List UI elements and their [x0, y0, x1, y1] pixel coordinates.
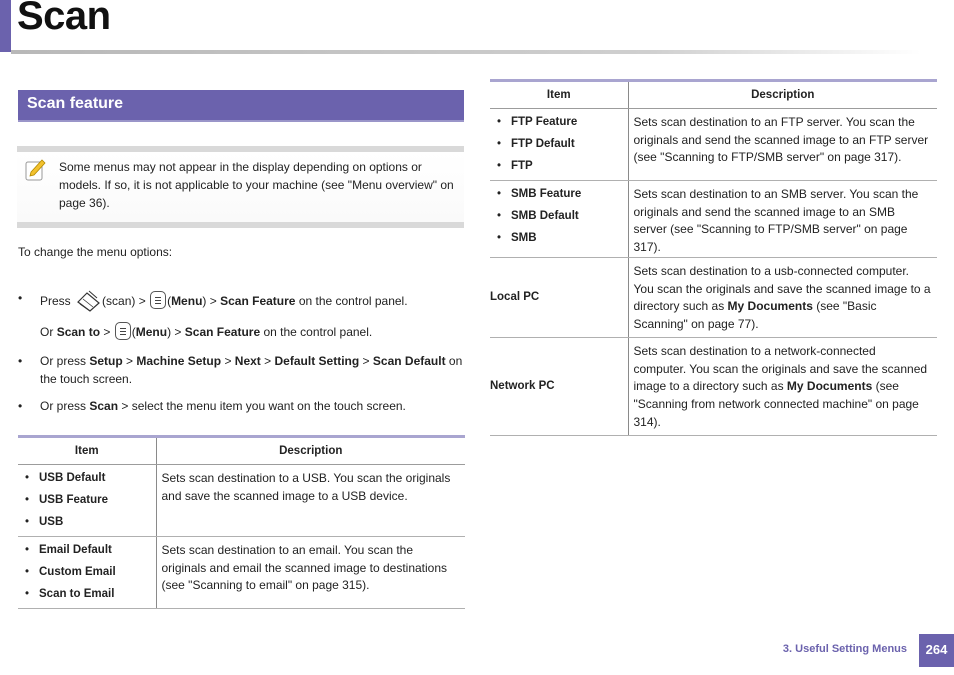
step-2-gt: > [224, 354, 232, 368]
step-2-gt: > [362, 354, 370, 368]
list-item: • SMB Feature [497, 188, 582, 200]
step-2-tail: on the touch screen. [40, 354, 463, 386]
step-1b-menu: Menu [135, 325, 168, 339]
list-item: • USB [25, 516, 64, 528]
step-2-scan-default: Scan Default [372, 354, 446, 368]
step-1-press: Press [40, 294, 71, 308]
list-item: • SMB Default [497, 210, 579, 222]
list-item: • USB Default [25, 472, 106, 484]
list-item: • USB Feature [25, 494, 109, 506]
step-3-or-press: Or press [40, 399, 87, 413]
table-header [490, 81, 937, 109]
step-1-scan: (scan) > [102, 294, 146, 308]
step-1-paren: ( [167, 294, 172, 308]
step-1b-tail: on the control panel. [263, 325, 373, 339]
row-description: Sets scan destination to an FTP server. You scan the originals and send the scanned image to an FTP server (see "Scanning to FTP/SMB server" on page 317). [633, 115, 929, 165]
step-2-machine-setup: Machine Setup [136, 354, 222, 368]
col-header-item: Item [18, 437, 156, 465]
row-description: Sets scan destination to a network-connected computer. You scan the originals and save the scanned image to a directory such as My Documents (see "Scanning from network connected machine" on page 314). [633, 343, 928, 429]
menu-icon [115, 322, 131, 340]
step-2-or-press: Or press [40, 354, 87, 368]
row-description: Sets scan destination to a USB. You scan the originals and save the scanned image to a USB device. [161, 471, 451, 503]
col-header-description: Description [628, 81, 937, 109]
table-row [18, 465, 465, 537]
step-3-scan: Scan [89, 399, 119, 413]
step-2-default-setting: Default Setting [274, 354, 360, 368]
step-1-tail: on the control panel. [298, 294, 408, 308]
step-1b [40, 322, 372, 341]
list-item: • SMB [497, 232, 537, 244]
step-1-scan-feature: Scan Feature [220, 294, 296, 308]
step-1b-gt: > [103, 325, 111, 339]
col-header-item: Item [490, 81, 628, 109]
title-rule [11, 50, 921, 54]
note-box [17, 146, 464, 228]
table-header [18, 437, 465, 465]
note-pencil-icon [25, 158, 47, 182]
step-1b-paren: ( [131, 325, 136, 339]
table-row [490, 109, 937, 181]
step-3-tail: > select the menu item you want on the touch screen. [121, 399, 406, 413]
table-row [18, 537, 465, 609]
page-title: Scan [17, 0, 111, 38]
list-item: • Custom Email [25, 566, 116, 578]
scan-icon [75, 289, 101, 313]
step-2-gt: > [264, 354, 272, 368]
step-1-close: ) > [202, 294, 217, 308]
step-1b-close: ) > [167, 325, 182, 339]
accent-bar [0, 0, 11, 52]
page-number: 264 [919, 634, 954, 667]
row-description: Sets scan destination to a usb-connected computer. You scan the originals and save the scanned image to a directory such as My Documents (see "Basic Scanning" on page 77). [633, 263, 931, 331]
step-1b-scan-feature: Scan Feature [184, 325, 261, 339]
section-header: Scan feature [18, 90, 464, 122]
intro-text: To change the menu options: [18, 245, 173, 259]
table-row [490, 181, 937, 258]
step-1-menu: Menu [171, 294, 203, 308]
table-row [490, 257, 937, 337]
list-item: • FTP Default [497, 138, 575, 150]
step-1b-scan-to: Scan to [56, 325, 101, 339]
row-description: Sets scan destination to an email. You scan the originals and email the scanned image to destinations (see "Scanning to email" on page 315). [161, 543, 448, 593]
table-left [18, 435, 465, 609]
step-2-setup: Setup [89, 354, 123, 368]
table-right [490, 79, 937, 436]
list-item: • Scan to Email [25, 588, 115, 600]
note-text: Some menus may not appear in the display depending on options or models. If so, it is not applicable to your machine (see "Menu overview" on page 36). [59, 160, 454, 210]
row-item: Network PC [490, 337, 628, 435]
step-1b-or: Or [40, 325, 54, 339]
col-header-description: Description [156, 437, 465, 465]
list-item: • Email Default [25, 544, 112, 556]
row-item: Local PC [490, 257, 628, 337]
list-item: • FTP [497, 160, 533, 172]
list-item: • FTP Feature [497, 116, 578, 128]
step-2-next: Next [234, 354, 261, 368]
table-row [490, 337, 937, 435]
menu-icon [150, 291, 166, 309]
step-2-gt: > [126, 354, 134, 368]
footer-chapter: 3. Useful Setting Menus [782, 643, 907, 655]
row-description: Sets scan destination to an SMB server. You scan the originals and send the scanned image to an SMB server (see "Scanning to FTP/SMB server" on page 317). [633, 187, 919, 255]
